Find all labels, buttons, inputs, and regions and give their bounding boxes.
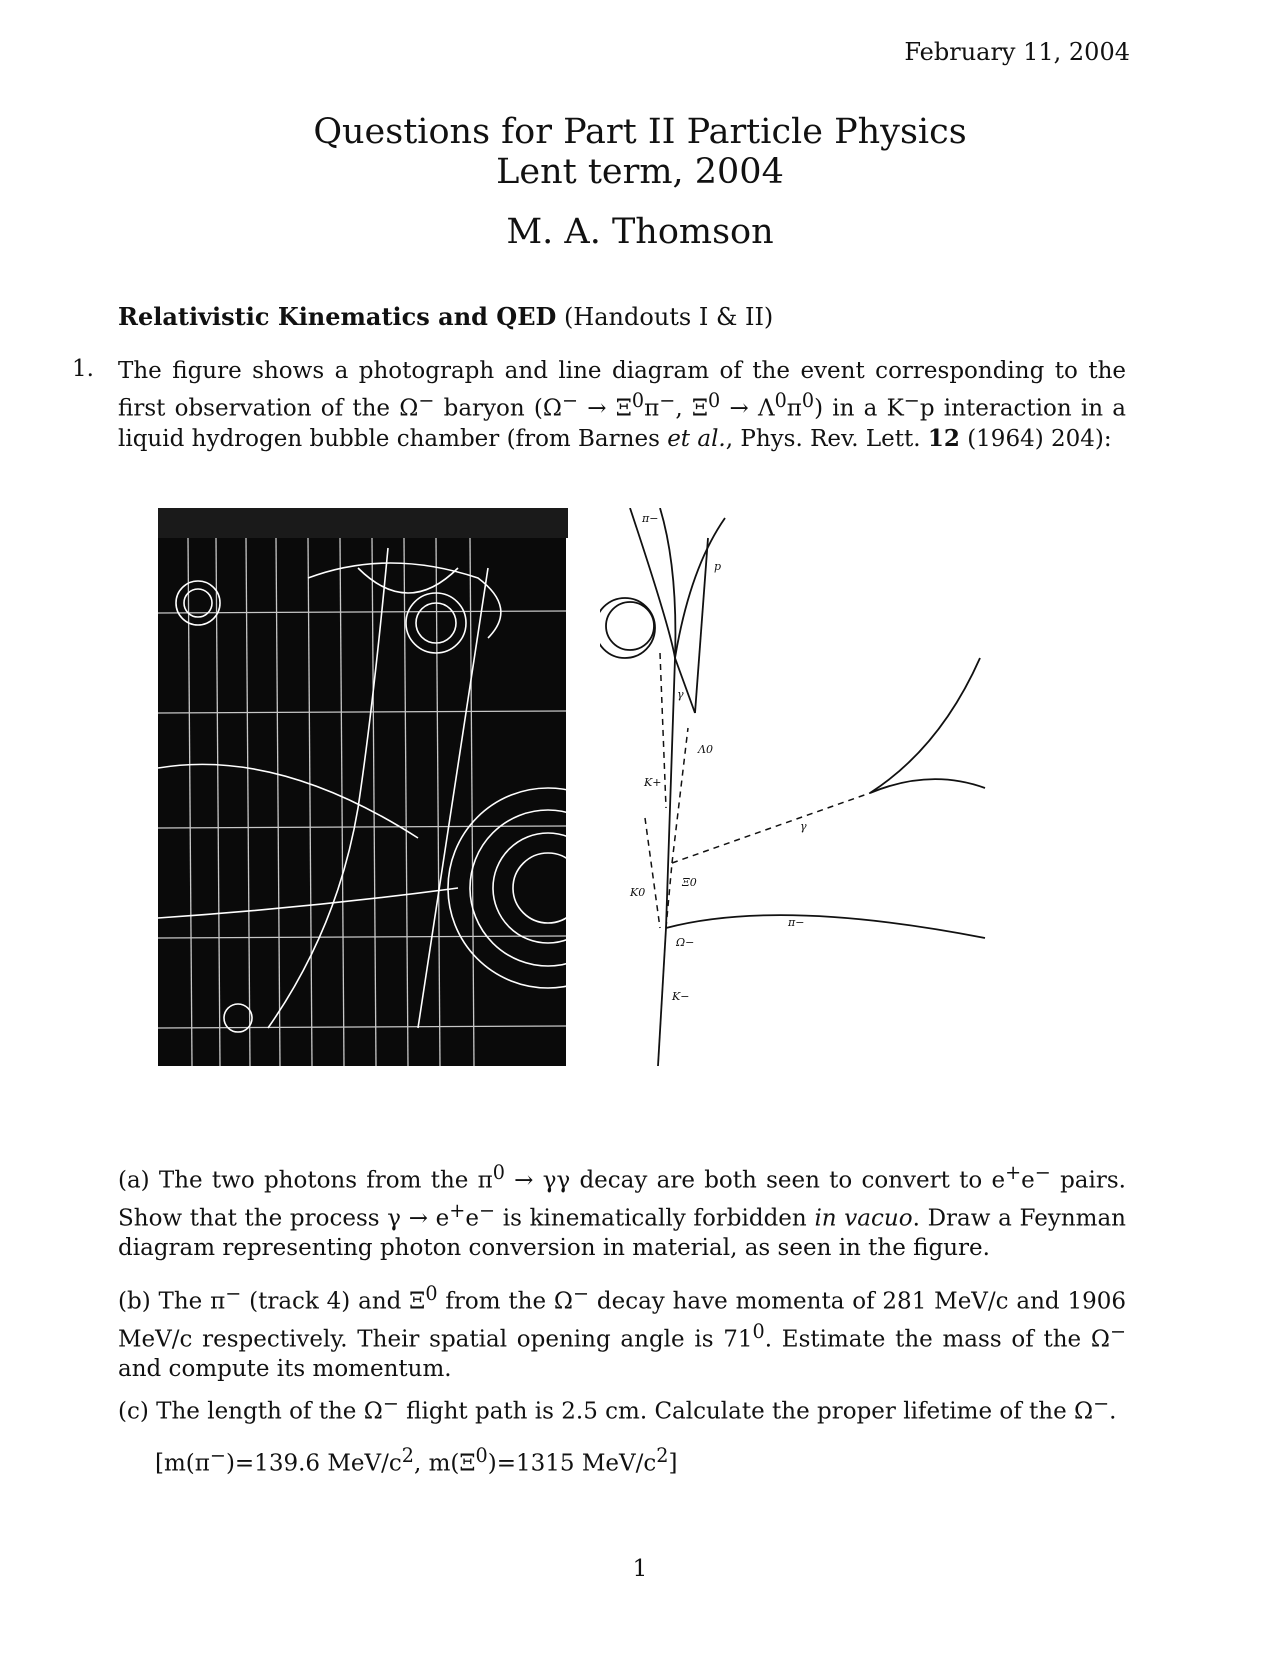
sup: − <box>1093 1392 1110 1415</box>
term-subtitle: Lent term, 2004 <box>496 152 784 192</box>
label-lambda0: Λ0 <box>698 743 713 756</box>
sup: 2 <box>656 1444 669 1467</box>
pi-track <box>660 508 675 928</box>
sup: 0 <box>708 389 721 412</box>
part-b-text: (track 4) and Ξ <box>241 1288 426 1315</box>
sup: − <box>418 389 435 412</box>
intro-text: , Phys. Rev. Lett. <box>725 425 928 452</box>
label-p: p <box>714 560 722 573</box>
question-intro <box>118 356 1126 454</box>
const-text: )=139.6 MeV/c <box>225 1450 402 1477</box>
sup: + <box>1005 1161 1022 1184</box>
intro-text: baryon (Ω <box>434 395 562 422</box>
section-heading-rest: (Handouts I & II) <box>556 303 774 331</box>
const-text: ] <box>668 1450 678 1477</box>
constants <box>155 1444 677 1477</box>
intro-text: The figure shows a photograph and line diagram of the event corresponding to the first observation of the Ω <box>118 358 1126 422</box>
intro-text: → Λ <box>720 395 775 422</box>
lambda0-dashed <box>672 728 688 863</box>
sup: − <box>225 1282 242 1305</box>
part-b-text: (b) The π <box>118 1288 226 1315</box>
sup: − <box>382 1392 399 1415</box>
intro-text: , Ξ <box>675 395 709 422</box>
part-a-text: . Draw a Feynman diagram representing photon conversion in material, as seen in the figure. <box>118 1205 1126 1262</box>
sup: 0 <box>492 1161 505 1184</box>
k-minus-track <box>658 928 666 1066</box>
sup: 0 <box>801 389 815 412</box>
label-pi-minus-top: π− <box>642 512 659 525</box>
const-text: , m(Ξ <box>413 1450 476 1477</box>
part-a-text: is kinematically forbidden <box>495 1205 815 1232</box>
part-c <box>118 1389 1126 1427</box>
intro-text: (1964) 204): <box>959 425 1112 452</box>
sup: 0 <box>774 389 787 412</box>
date: February 11, 2004 <box>904 38 1130 66</box>
p-track <box>695 538 708 713</box>
sup: + <box>449 1198 466 1222</box>
intro-italic: et al. <box>667 425 726 452</box>
sup: − <box>659 389 676 412</box>
part-a-text: → γγ decay are both seen to convert to e <box>504 1167 1006 1194</box>
question-number: 1. <box>72 356 94 382</box>
part-a <box>118 1158 1126 1263</box>
sup: − <box>561 389 579 412</box>
label-k-minus: K− <box>672 990 690 1003</box>
part-a-text: pairs. Show that the process γ → e <box>118 1167 1126 1232</box>
part-c-text: . <box>1109 1398 1117 1425</box>
sup: − <box>1034 1161 1051 1184</box>
sup: − <box>478 1198 496 1222</box>
label-k0: K0 <box>630 886 646 899</box>
intro-text: π <box>786 395 802 422</box>
intro-text: ) in a K <box>814 395 904 422</box>
k0-dashed <box>645 818 660 928</box>
sup: 0 <box>631 389 645 412</box>
part-b-text: from the Ω <box>437 1288 573 1315</box>
bubble-chamber-photo <box>158 508 578 1078</box>
sup: − <box>209 1444 226 1467</box>
intro-text: → Ξ <box>578 395 632 422</box>
event-line-diagram <box>600 508 1070 1083</box>
sup: 0 <box>752 1319 765 1343</box>
gamma-dashed <box>672 793 870 863</box>
part-b-text: decay have momenta of 281 MeV/c and 1906 MeV/c respectively. Their spatial opening angle is 71 <box>118 1288 1126 1353</box>
label-gamma1: γ <box>677 688 684 701</box>
intro-volume: 12 <box>927 424 960 452</box>
part-c-text: (c) The length of the Ω <box>118 1398 383 1425</box>
page-title: Questions for Part II Particle Physics <box>313 112 967 152</box>
part-b <box>118 1279 1126 1384</box>
intro-text: π <box>644 395 660 422</box>
sup: − <box>572 1282 590 1305</box>
const-text: [m(π <box>155 1450 210 1477</box>
part-a-text: e <box>465 1205 479 1232</box>
ee-pair-upper <box>870 658 980 793</box>
part-b-text: and compute its momentum. <box>118 1356 452 1383</box>
part-a-text: (a) The two photons from the π <box>118 1167 493 1194</box>
sup: 0 <box>425 1282 438 1305</box>
part-a-text: e <box>1021 1167 1035 1194</box>
label-pi-minus: π− <box>788 916 805 929</box>
part-a-italic: in vacuo <box>814 1205 913 1232</box>
p-join <box>675 658 695 713</box>
section-heading <box>118 302 773 331</box>
const-text: )=1315 MeV/c <box>487 1450 657 1477</box>
page-number: 1 <box>632 1556 648 1582</box>
part-b-text: . Estimate the mass of the Ω <box>764 1326 1110 1353</box>
section-heading-bold: Relativistic Kinematics and QED <box>118 302 557 331</box>
sup: − <box>903 389 920 412</box>
spiral-2 <box>606 602 654 650</box>
label-gamma2: γ <box>800 820 807 833</box>
label-k-plus: K+ <box>644 776 662 789</box>
part-c-text: flight path is 2.5 cm. Calculate the proper lifetime of the Ω <box>398 1398 1094 1425</box>
sup: 2 <box>401 1444 414 1467</box>
label-omega-minus: Ω− <box>676 936 695 949</box>
pi-minus-track <box>666 915 985 938</box>
sup: 0 <box>475 1444 488 1467</box>
author: M. A. Thomson <box>506 212 774 252</box>
sup: − <box>1109 1319 1126 1343</box>
intro-text: p interaction in a liquid hydrogen bubble chamber (from Barnes <box>118 395 1126 452</box>
label-xi0: Ξ0 <box>682 876 697 889</box>
